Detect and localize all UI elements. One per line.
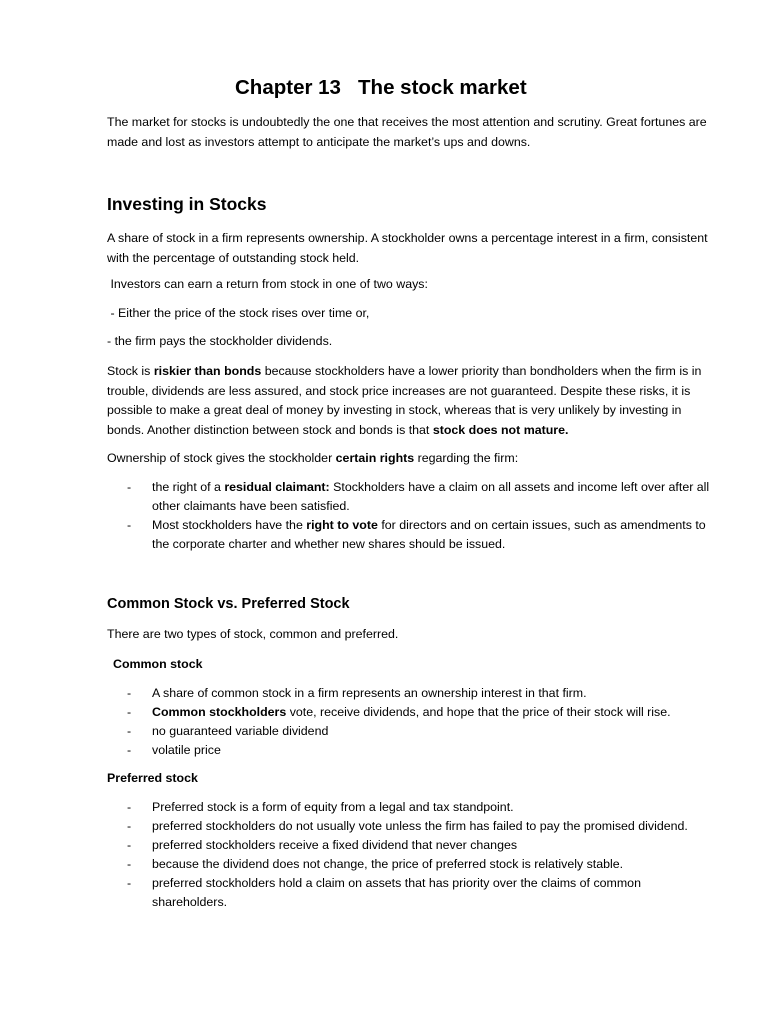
bullet-marker: - bbox=[127, 686, 132, 700]
riskier-emphasis: riskier than bonds bbox=[153, 364, 262, 378]
list-item bbox=[107, 478, 717, 516]
list-item bbox=[107, 798, 717, 817]
item-text: Most stockholders have the bbox=[152, 518, 307, 532]
two-types-paragraph: There are two types of stock, common and preferred. bbox=[107, 627, 399, 641]
certain-rights-emphasis: certain rights bbox=[335, 451, 415, 465]
bullet-marker: - bbox=[127, 480, 132, 494]
list-item bbox=[107, 855, 717, 874]
common-stock-heading: Common stock bbox=[113, 657, 203, 671]
bullet-marker: - bbox=[127, 705, 132, 719]
item-text: A share of common stock in a firm represents an ownership interest in that firm. bbox=[152, 686, 587, 700]
list-item bbox=[107, 741, 717, 760]
rights-intro-text-1: Ownership of stock gives the stockholder bbox=[107, 451, 336, 465]
item-text: Stockholders have a claim on all assets and income left over after all other claimants have been satisfied. bbox=[152, 480, 710, 513]
section-heading-common-vs-preferred: Common Stock vs. Preferred Stock bbox=[107, 596, 350, 612]
section-heading-investing: Investing in Stocks bbox=[107, 194, 267, 214]
item-text: no guaranteed variable dividend bbox=[152, 724, 329, 738]
bullet-marker: - bbox=[127, 876, 132, 890]
item-emphasis: Common stockholders bbox=[152, 705, 287, 719]
rights-list bbox=[107, 478, 717, 554]
item-text: preferred stockholders hold a claim on assets that has priority over the claims of common shareholders. bbox=[152, 876, 641, 909]
list-item bbox=[107, 817, 717, 836]
preferred-stock-list bbox=[107, 798, 717, 912]
ownership-paragraph: A share of stock in a firm represents ownership. A stockholder owns a percentage interest in a firm, consistent with the percentage of outstanding stock held. bbox=[107, 231, 708, 265]
item-text: preferred stockholders do not usually vote unless the firm has failed to pay the promised dividend. bbox=[152, 819, 688, 833]
intro-paragraph: The market for stocks is undoubtedly the one that receives the most attention and scrutiny. Great fortunes are made and lost as investors attempt to anticipate the market’s ups and downs. bbox=[107, 115, 707, 149]
rights-intro-text-2: regarding the firm: bbox=[414, 451, 519, 465]
bullet-marker: - bbox=[127, 838, 132, 852]
item-text: volatile price bbox=[152, 743, 221, 757]
item-text: the right of a bbox=[152, 480, 225, 494]
bullet-marker: - bbox=[127, 518, 132, 532]
common-stock-list bbox=[107, 684, 717, 760]
bullet-marker: - bbox=[127, 857, 132, 871]
dividends-line: - the firm pays the stockholder dividends. bbox=[107, 334, 333, 348]
return-ways-paragraph: Investors can earn a return from stock in one of two ways: bbox=[107, 277, 428, 291]
bullet-marker: - bbox=[127, 819, 132, 833]
list-item bbox=[107, 703, 717, 722]
list-item bbox=[107, 684, 717, 703]
bullet-marker: - bbox=[127, 743, 132, 757]
rights-intro-paragraph bbox=[107, 449, 717, 469]
not-mature-emphasis: stock does not mature. bbox=[432, 422, 569, 437]
list-item bbox=[107, 836, 717, 855]
bullet-marker: - bbox=[127, 800, 132, 814]
list-item bbox=[107, 516, 717, 554]
price-rises-line: - Either the price of the stock rises over time or, bbox=[107, 306, 370, 320]
item-text: preferred stockholders receive a fixed dividend that never changes bbox=[152, 838, 518, 852]
item-emphasis: right to vote bbox=[306, 518, 378, 532]
item-text: for directors and on certain issues, such as amendments to the corporate charter and whether new shares should be issued. bbox=[152, 518, 706, 551]
preferred-stock-heading: Preferred stock bbox=[107, 771, 198, 785]
item-text: because the dividend does not change, the price of preferred stock is relatively stable. bbox=[152, 857, 624, 871]
list-item bbox=[107, 722, 717, 741]
chapter-title: Chapter 13 The stock market bbox=[235, 76, 527, 99]
item-text: Preferred stock is a form of equity from a legal and tax standpoint. bbox=[152, 800, 514, 814]
bullet-marker: - bbox=[127, 724, 132, 738]
list-item bbox=[107, 874, 717, 912]
item-emphasis: residual claimant: bbox=[224, 480, 330, 494]
riskier-paragraph bbox=[107, 362, 717, 440]
riskier-text-1: Stock is bbox=[107, 364, 154, 378]
item-text: vote, receive dividends, and hope that the price of their stock will rise. bbox=[286, 705, 671, 719]
riskier-text-2: because stockholders have a lower priority than bondholders when the firm is in trouble, dividends are less assured, and stock price increases are not guaranteed. Despite these risks, it is possible to make a great deal of money by investing in stock, whereas that is very unlikely by investing in bonds. Another distinction between stock and bonds is that bbox=[107, 364, 702, 437]
